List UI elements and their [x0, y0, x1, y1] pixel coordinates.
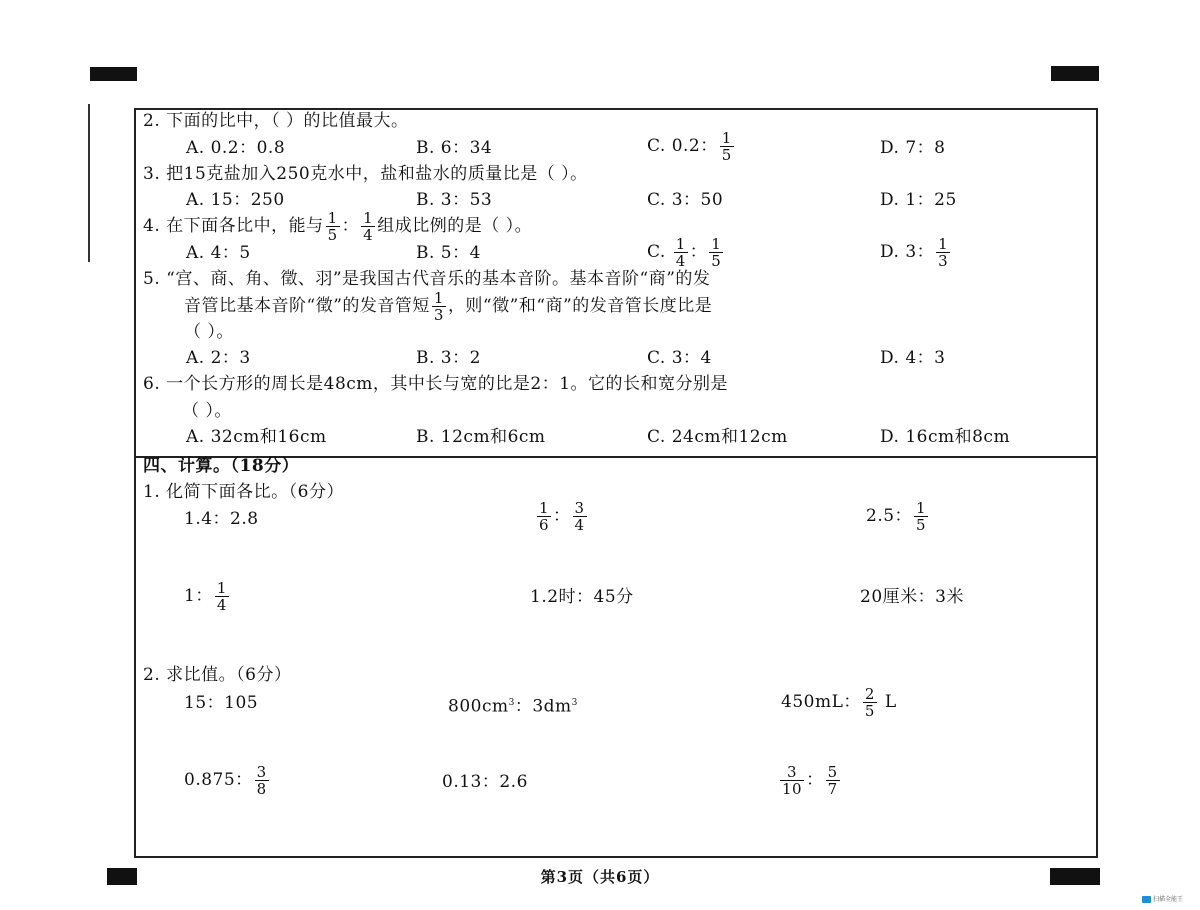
q6-option-d: D. 16cm和8cm	[880, 427, 1011, 447]
part1-expr-5: 1.2时：45分	[530, 587, 634, 607]
registration-mark-top-right	[1051, 66, 1099, 81]
q4-option-a: A. 4：5	[186, 243, 251, 263]
part1-expr-2: $\frac{1}{6}$ ： $\frac{3}{4}$	[539, 499, 585, 534]
part2-expr-4: 0.875： $\frac{3}{8}$	[184, 763, 267, 798]
q6-option-b: B. 12cm和6cm	[416, 427, 546, 447]
q4-option-d: D. 3： $\frac{1}{3}$	[880, 235, 949, 270]
q2-option-a: A. 0.2：0.8	[186, 138, 286, 158]
q6-line-2: （ ）。	[182, 401, 232, 421]
section4-title: 四、计算。（18分）	[143, 456, 300, 476]
part1-expr-6: 20厘米：3米	[860, 587, 964, 607]
q3-option-c: C. 3：50	[647, 190, 724, 210]
q2-option-c: C. 0.2： $\frac{1}{5}$	[647, 129, 732, 164]
q5-option-c: C. 3：4	[647, 348, 712, 368]
q6-line-1: 6. 一个长方形的周长是48cm，其中长与宽的比是2：1。它的长和宽分别是	[143, 374, 729, 394]
q5-line-1: 5. “宫、商、角、徵、羽”是我国古代音乐的基本音阶。基本音阶“商”的发	[143, 269, 711, 289]
part1-title: 1. 化简下面各比。（6分）	[143, 482, 344, 502]
q3-stem: 3. 把15克盐加入250克水中，盐和盐水的质量比是（ ）。	[143, 164, 588, 184]
page-number: 第3页（共6页）	[540, 868, 660, 886]
q5-line-3: （ ）。	[184, 322, 234, 342]
part2-expr-2: $800cm^3$：$3dm^3$	[448, 696, 578, 717]
q2-option-b: B. 6：34	[416, 138, 493, 158]
q3-option-b: B. 3：53	[416, 190, 493, 210]
q6-option-a: A. 32cm和16cm	[186, 427, 327, 447]
q5-option-b: B. 3：2	[416, 348, 481, 368]
q3-option-d: D. 1：25	[880, 190, 957, 210]
scanner-logo-text: 扫描全能王	[1153, 896, 1184, 903]
part2-expr-6: $\frac{3}{10}$ ： $\frac{5}{7}$	[782, 763, 838, 798]
part2-expr-1: 15：105	[184, 693, 259, 713]
scanner-app-icon	[1142, 896, 1151, 903]
q5-option-d: D. 4：3	[880, 348, 946, 368]
q4-option-c: C. $\frac{1}{4}$ ： $\frac{1}{5}$	[647, 235, 722, 270]
q4-stem: 4. 在下面各比中，能与 $\frac{1}{5}$ ： $\frac{1}{4}$ 组成比例的是（ ）。	[143, 209, 533, 244]
scanner-logo	[1142, 895, 1192, 905]
q4-option-b: B. 5：4	[416, 243, 481, 263]
q5-line-2: 音管比基本音阶“徵”的发音管短 $\frac{1}{3}$ ，则“徵”和“商”的发音管长度比是	[184, 289, 713, 324]
q6-option-c: C. 24cm和12cm	[647, 427, 788, 447]
part1-expr-1: 1.4：2.8	[184, 509, 259, 529]
registration-mark-top-left	[90, 67, 137, 81]
q2-option-d: D. 7：8	[880, 138, 946, 158]
q3-option-a: A. 15：250	[186, 190, 285, 210]
part1-expr-4: 1： $\frac{1}{4}$	[184, 579, 227, 614]
part2-expr-3: 450mL： $\frac{2}{5}$ L	[781, 685, 897, 720]
part1-expr-3: 2.5： $\frac{1}{5}$	[866, 499, 927, 534]
binding-line	[88, 104, 90, 262]
part2-title: 2. 求比值。（6分）	[143, 665, 292, 685]
q5-option-a: A. 2：3	[186, 348, 251, 368]
q2-stem: 2. 下面的比中，（ ）的比值最大。	[143, 111, 409, 131]
part2-expr-5: 0.13：2.6	[442, 772, 528, 792]
